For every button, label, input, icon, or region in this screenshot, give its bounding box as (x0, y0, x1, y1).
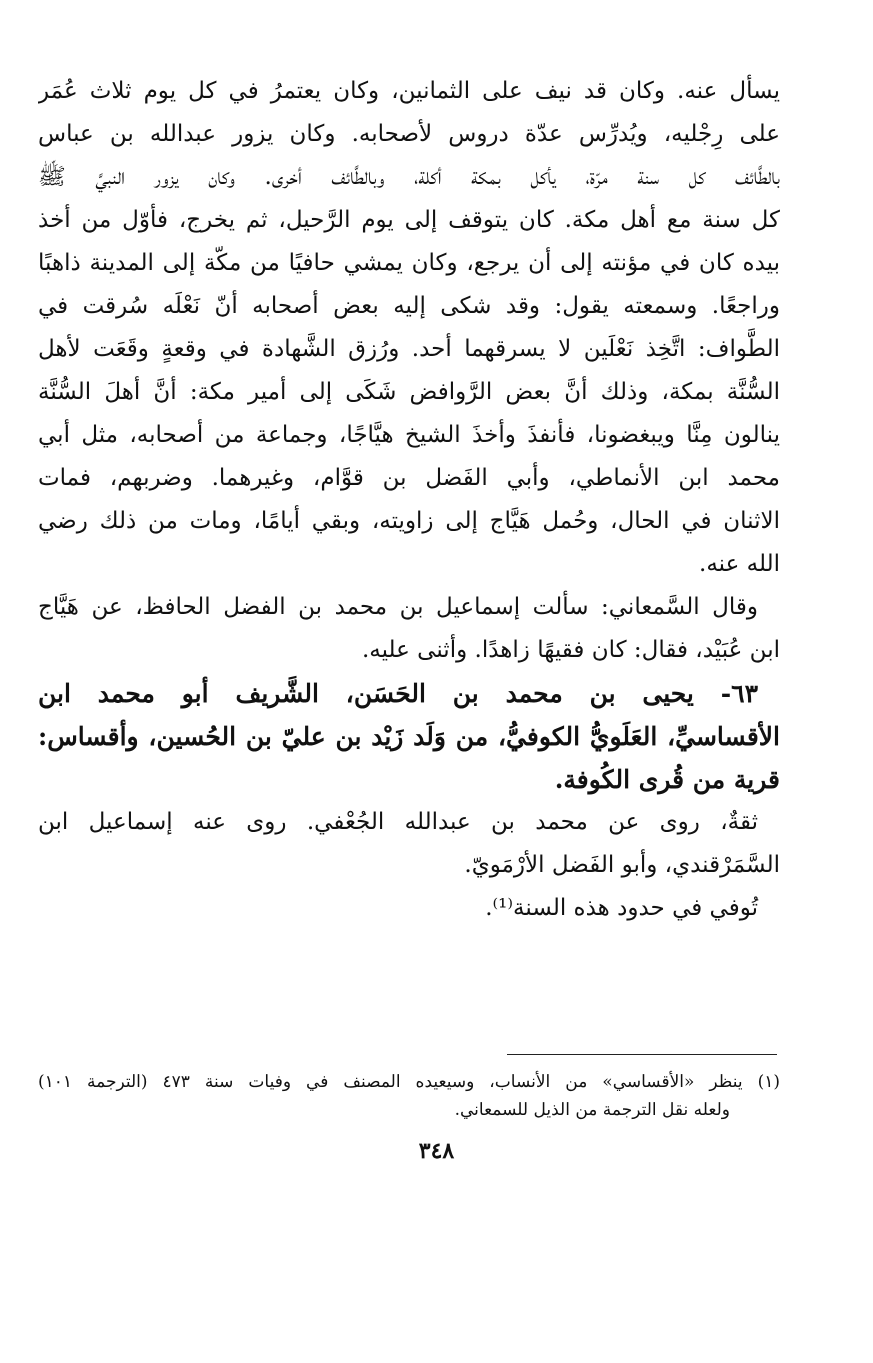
text-line: الاثنان في الحال، وحُمل هَيَّاج إلى زاويته، وبقي أيامًا، ومات من ذلك رضي (38, 508, 780, 534)
footnote-divider (507, 1054, 777, 1055)
text-line: الطَّواف: اتَّخِذ نَعْلَين لا يسرقهما أحد. ورُزق الشَّهادة في وقعةٍ وقَعَت لأهل (38, 336, 780, 362)
text-line: على رِجْليه، ويُدرِّس عدّة دروس لأصحابه. وكان يزور عبدالله بن عباس (38, 121, 780, 147)
text-line: بالطَّائف كل سنة مرّة، يأكل بمكة أكلة، وبالطَّائف أخرى. وكان يزور النبيَّ ﷺ (38, 164, 780, 190)
text-line: ثقةٌ، روى عن محمد بن عبدالله الجُعْفي. روى عنه إسماعيل ابن (38, 809, 758, 835)
entry-heading-line: قرية من قُرى الكُوفة. (554, 765, 780, 794)
text-line: محمد ابن الأنماطي، وأبي الفَضل بن قوَّام، وغيرهما. وضربهم، فمات (38, 465, 780, 491)
text-line: وراجعًا. وسمعته يقول: وقد شكى إليه بعض أصحابه أنّ نَعْلَه سُرقت في (38, 293, 780, 319)
text-line: تُوفي في حدود هذه السنة⁽¹⁾. (485, 895, 758, 921)
main-text (38, 70, 780, 930)
text-line: يسأل عنه. وكان قد نيف على الثمانين، وكان يعتمرُ في كل يوم ثلاث عُمَر (38, 78, 780, 104)
entry-heading-line: ٦٣- يحيى بن محمد بن الحَسَن، الشَّريف أبو محمد ابن (38, 679, 758, 708)
text-line: الله عنه. (699, 551, 780, 577)
footnote-line: (١) ينظر «الأقساسي» من الأنساب، وسيعيده المصنف في وفيات سنة ٤٧٣ (الترجمة ١٠١) (38, 1072, 780, 1092)
footnotes (38, 1068, 780, 1124)
text-line: السَّمَرْقندي، وأبو الفَضل الأرْمَويّ. (464, 852, 780, 878)
text-line: ينالون مِنَّا ويبغضونا، فأنفذَ وأخذَ الشيخ هيَّاجًا، وجماعة من أصحابه، مثل أبي (38, 422, 780, 448)
entry-heading-line: الأقساسيِّ، العَلَويُّ الكوفيُّ، من وَلَد زَيْد بن عليّ بن الحُسين، وأقساس: (38, 722, 780, 751)
text-line: ابن عُبَيْد، فقال: كان فقيهًا زاهدًا. وأثنى عليه. (361, 637, 780, 663)
footnote-line: ولعله نقل الترجمة من الذيل للسمعاني. (454, 1100, 730, 1120)
page-number: ٣٤٨ (418, 1138, 455, 1164)
text-line: وقال السَّمعاني: سألت إسماعيل بن محمد بن الفضل الحافظ، عن هَيَّاج (38, 594, 758, 620)
text-line: السُّنَّة بمكة، وذلك أنَّ بعض الرَّوافض شَكَى إلى أمير مكة: أنَّ أهلَ السُّنَّة (38, 379, 780, 405)
text-line: بيده كان في مؤنته إلى أن يرجع، وكان يمشي حافيًا من مكّة إلى المدينة ذاهبًا (38, 250, 780, 276)
text-line: كل سنة مع أهل مكة. كان يتوقف إلى يوم الرَّحيل، ثم يخرج، فأوّل من أخذ (38, 207, 780, 233)
